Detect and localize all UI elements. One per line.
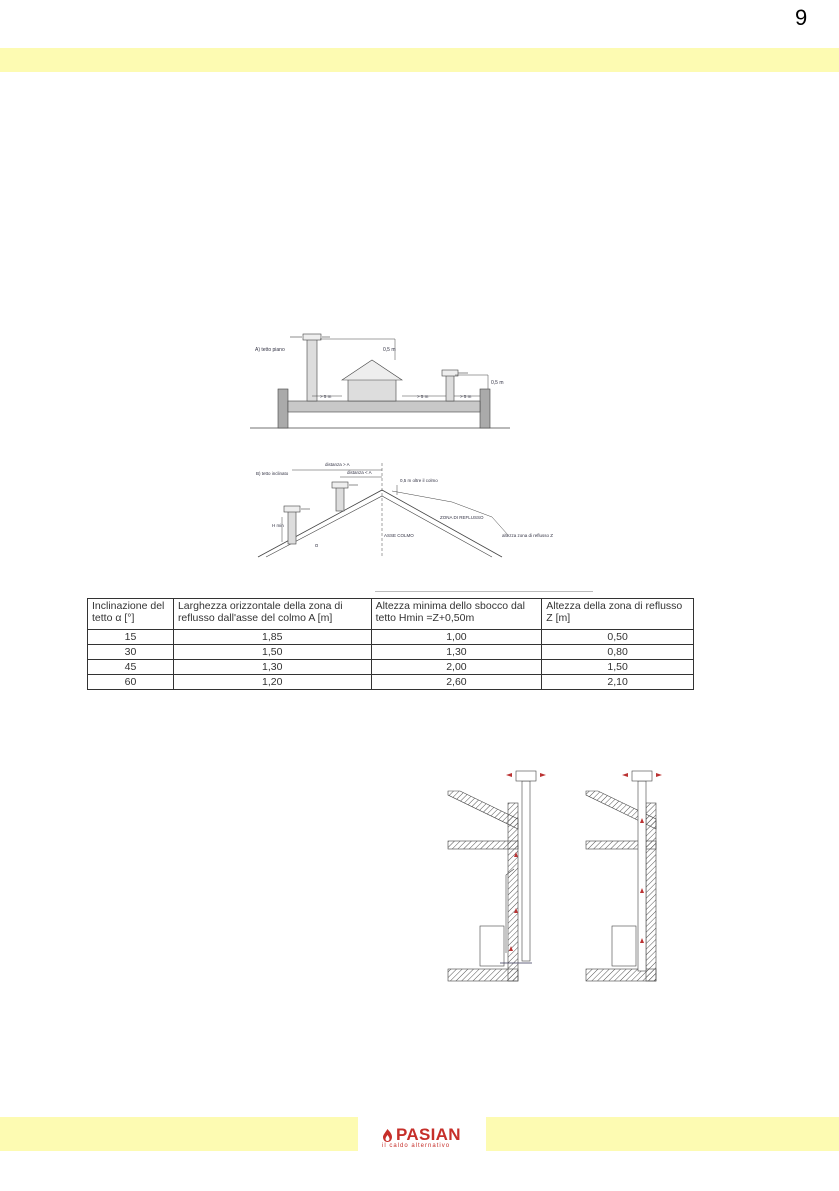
table-cell: 2,10 [542,675,694,690]
table-row [88,660,694,675]
header-width-a: Larghezza orizzontale della zona di reflusso dall'asse del colmo A [m] [173,599,371,630]
table-cell: 0,80 [542,645,694,660]
table-cell: 1,00 [371,630,542,645]
header-hmin: Altezza minima dello sbocco dal tetto Hmin =Z+0,50m [371,599,542,630]
table-cell: 30 [88,645,174,660]
table-top-rule [375,591,593,592]
dist-label-3: > 5 m [460,394,472,399]
table-cell: 2,00 [371,660,542,675]
flue-installation-diagram [436,763,666,988]
footer-band-left [0,1117,358,1151]
flat-roof-label: A) tetto piano [255,347,285,353]
table-cell: 0,50 [542,630,694,645]
table-cell: 1,85 [173,630,371,645]
ridge-note-label: 0,5 m oltre il colmo [400,478,438,483]
table-cell: 1,50 [542,660,694,675]
table-row [88,630,694,645]
pasian-logo [380,1127,476,1151]
axis-label: ASSE COLMO [384,533,414,538]
table-cell: 1,30 [173,660,371,675]
table-cell: 1,20 [173,675,371,690]
reflux-zone-label: ZONA DI REFLUSSO [440,515,484,520]
footer-band-right [486,1117,839,1151]
flat-roof-diagram [250,327,510,432]
page-number: 9 [795,5,808,30]
table-cell: 45 [88,660,174,675]
table-header-row [88,599,694,630]
dist-label-2: > 5 m [417,394,429,399]
brand-name: PASIAN [396,1125,461,1144]
alpha-label: α [315,543,318,549]
zone-height-label: altezza zona di reflusso Z [502,533,554,538]
table-cell: 2,60 [371,675,542,690]
dist-outer-label: distanza > A [325,462,350,467]
table-cell: 15 [88,630,174,645]
table-row [88,675,694,690]
pitched-roof-diagram [252,455,556,559]
dist-inner-label: distanza < A [347,470,372,475]
flame-icon [382,1129,393,1142]
table-cell: 1,50 [173,645,371,660]
table-cell: 1,30 [371,645,542,660]
table-cell: 60 [88,675,174,690]
header-inclination: Inclinazione del tetto α [°] [88,599,174,630]
roof-table [87,598,694,690]
pitched-roof-label: B) tetto inclinato [256,471,289,476]
table-row [88,645,694,660]
header-band [0,48,839,72]
dim-right-label: 0,5 m [491,380,504,386]
dist-label-1: > 5 m [320,394,332,399]
hmin-label: H min [272,523,284,528]
dim-top-label: 0,5 m [383,347,396,353]
header-zone-z: Altezza della zona di reflusso Z [m] [542,599,694,630]
brand-tagline: il caldo alternativo [382,1143,451,1149]
